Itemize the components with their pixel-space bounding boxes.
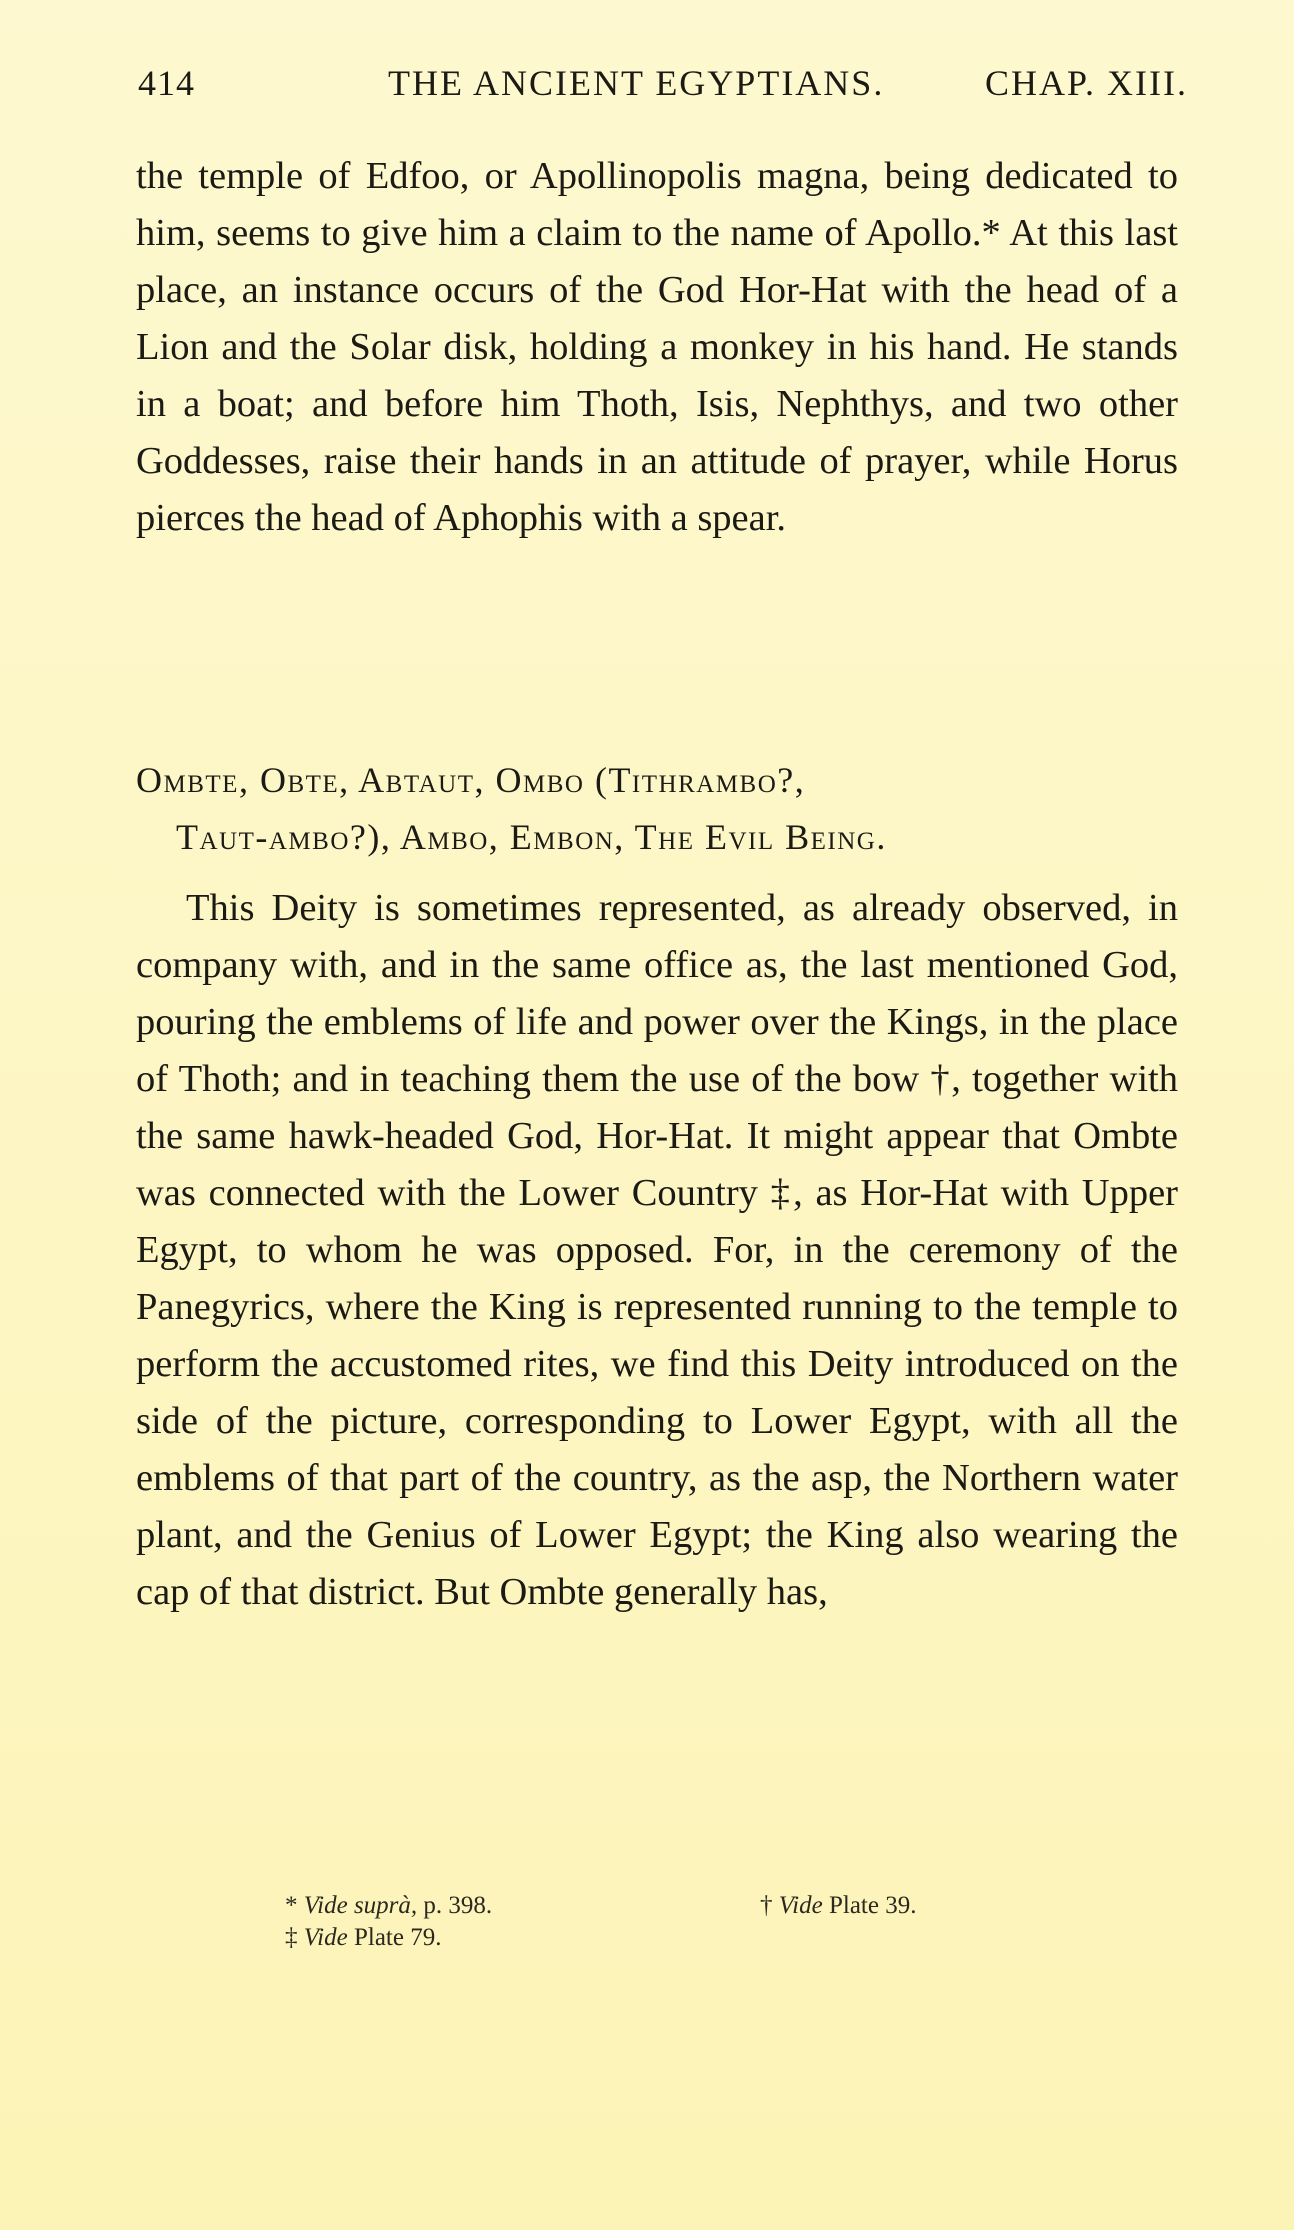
chapter-label: CHAP. XIII. xyxy=(984,63,1188,103)
footnote-2-italic: Vide xyxy=(778,1892,823,1919)
footnote-3-mark: ‡ xyxy=(285,1924,298,1951)
footnote-1 xyxy=(285,1890,760,1922)
footnote-2-mark: † xyxy=(760,1892,773,1919)
footnote-3-ref: Plate 79. xyxy=(353,1924,442,1951)
section-heading-line-2: Taut-ambo?), Ambo, Embon, The Evil Being. xyxy=(176,817,887,857)
running-title: THE ANCIENT EGYPTIANS. xyxy=(388,63,885,103)
footnote-row-2 xyxy=(285,1922,1085,1954)
footnote-1-mark: * xyxy=(285,1892,298,1919)
section-heading-line-1: Ombte, Obte, Abtaut, Ombo (Tithrambo?, xyxy=(136,760,806,800)
footnote-2 xyxy=(760,1890,916,1922)
body-paragraph-1: the temple of Edfoo, or Apollinopolis magna, being dedicated to him, seems to give him a claim to the name of Apollo.* At this last place, an instance occurs of the God Hor-Hat with the head of a Lion and the Solar disk, holding a monkey in his hand. He stands in a boat; and before him Thoth, Isis, Nephthys, and two other Goddesses, raise their hands in an attitude of prayer, while Horus pierces the head of Aphophis with a spear. xyxy=(136,155,1178,539)
footnote-3-italic: Vide xyxy=(303,1924,348,1951)
footnote-1-italic: Vide suprà, xyxy=(303,1892,418,1919)
section-heading xyxy=(136,752,1186,866)
footnote-row-1 xyxy=(285,1890,1085,1922)
footnote-2-ref: Plate 39. xyxy=(828,1892,917,1919)
footnote-3 xyxy=(285,1922,441,1954)
footnotes xyxy=(285,1890,1085,1954)
footnote-1-ref: p. 398. xyxy=(423,1892,493,1919)
page-number: 414 xyxy=(138,63,195,103)
body-paragraph-2: This Deity is sometimes represented, as already observed, in company with, and in the same office as, the last mentioned God, pouring the emblems of life and power over the Kings, in the place of Thoth; and in teaching them the use of the bow †, together with the same hawk-headed God, Hor-Hat. It might appear that Ombte was connected with the Lower Country ‡, as Hor-Hat with Upper Egypt, to whom he was opposed. For, in the ceremony of the Panegyrics, where the King is represented running to the temple to perform the accustomed rites, we find this Deity introduced on the side of the picture, corresponding to Lower Egypt, with all the emblems of that part of the country, as the asp, the Northern water plant, and the Genius of Lower Egypt; the King also wearing the cap of that district. But Ombte generally has, xyxy=(136,887,1178,1613)
running-header xyxy=(138,62,1188,112)
